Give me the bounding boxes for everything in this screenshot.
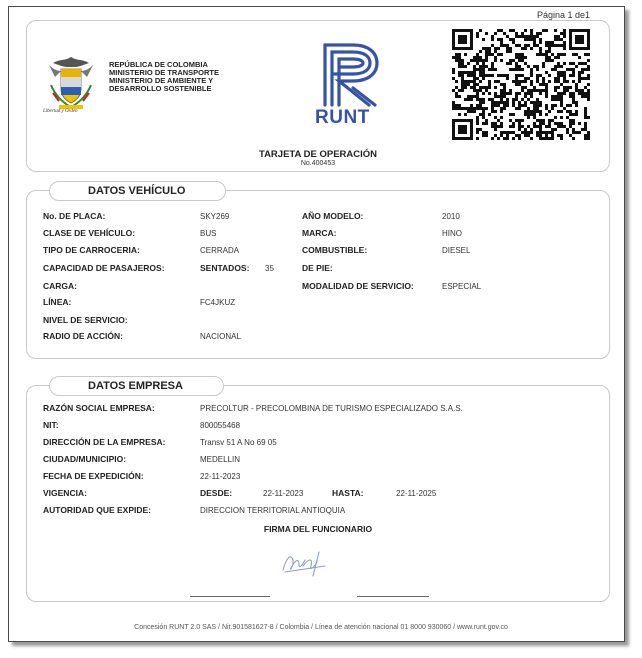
- company-name-label: RAZÓN SOCIAL EMPRESA:: [43, 403, 155, 413]
- authority-label: AUTORIDAD QUE EXPIDE:: [43, 505, 151, 515]
- runt-logo-text: RUNT: [315, 107, 370, 128]
- nit-label: NIT:: [43, 420, 59, 430]
- signature-title: FIRMA DEL FUNCIONARIO: [263, 524, 373, 534]
- valid-to-label: HASTA:: [332, 488, 364, 498]
- ministry-line: MINISTERIO DE TRANSPORTE: [109, 68, 220, 77]
- signature-line: [357, 596, 429, 597]
- valid-from-label: DESDE:: [200, 488, 233, 498]
- vehicle-data-box: [26, 185, 610, 359]
- qr-code-icon: [452, 29, 590, 141]
- plate-value: SKY269: [200, 212, 230, 221]
- city-label: CIUDAD/MUNICIPIO:: [43, 454, 127, 464]
- coat-caption: Libertad y Orden: [43, 109, 78, 114]
- cargo-label: CARGA:: [43, 281, 77, 291]
- valid-to-value: 22-11-2025: [396, 489, 437, 498]
- authority-value: DIRECCION TERRITORIAL ANTIOQUIA: [200, 506, 346, 515]
- service-mode-label: MODALIDAD DE SERVICIO:: [302, 281, 414, 291]
- runt-logo-icon: [317, 39, 387, 111]
- service-level-label: NIVEL DE SERVICIO:: [43, 315, 128, 325]
- class-value: BUS: [200, 229, 217, 238]
- document-number: No.400453: [300, 160, 336, 167]
- seated-value: 35: [265, 264, 274, 273]
- address-label: DIRECCIÓN DE LA EMPRESA:: [43, 437, 166, 447]
- city-value: MEDELLIN: [200, 455, 241, 464]
- model-year-label: AÑO MODELO:: [302, 211, 364, 221]
- fuel-label: COMBUSTIBLE:: [302, 245, 368, 255]
- document-title: TARJETA DE OPERACIÓN: [258, 149, 378, 160]
- vehicle-section-title: DATOS VEHÍCULO: [49, 181, 226, 201]
- company-section-title: DATOS EMPRESA: [49, 376, 224, 396]
- class-label: CLASE DE VEHÍCULO:: [43, 228, 136, 238]
- ministry-line: REPÚBLICA DE COLOMBIA: [109, 60, 208, 69]
- signature-line: [190, 596, 270, 597]
- ministry-line: MINISTERIO DE AMBIENTE Y: [109, 76, 214, 85]
- range-value: NACIONAL: [200, 332, 241, 341]
- page-number: Página 1 de1: [536, 10, 590, 20]
- footer-text: Concesión RUNT 2.0 SAS / Nit.901581627-8 / Colombia / Línea de atención nacional 01 8000 930060 / www.runt.gov.co: [134, 624, 508, 631]
- header-box: [26, 20, 610, 172]
- capacity-label: CAPACIDAD DE PASAJEROS:: [43, 263, 165, 273]
- signature-image: [275, 546, 335, 580]
- service-mode-value: ESPECIAL: [442, 282, 482, 291]
- nit-value: 800055468: [200, 421, 241, 430]
- issue-date-value: 22-11-2023: [200, 472, 241, 481]
- line-value: FC4JKUZ: [200, 298, 236, 307]
- brand-value: HINO: [442, 229, 462, 238]
- range-label: RADIO DE ACCIÓN:: [43, 331, 123, 341]
- ministry-line: DESARROLLO SOSTENIBLE: [109, 84, 212, 93]
- model-year-value: 2010: [442, 212, 460, 221]
- brand-label: MARCA:: [302, 228, 337, 238]
- ministry-block: [109, 61, 219, 93]
- standing-label: DE PIE:: [302, 263, 333, 273]
- plate-label: No. DE PLACA:: [43, 211, 106, 221]
- validity-label: VIGENCIA:: [43, 488, 87, 498]
- body-type-value: CERRADA: [200, 246, 240, 255]
- body-type-label: TIPO DE CARROCERIA:: [43, 245, 140, 255]
- coat-of-arms-icon: [45, 55, 97, 115]
- address-value: Transv 51 A No 69 05: [200, 438, 277, 447]
- company-data-box: [26, 380, 610, 602]
- company-name-value: PRECOLTUR - PRECOLOMBINA DE TURISMO ESPECIALIZADO S.A.S.: [200, 404, 463, 413]
- valid-from-value: 22-11-2023: [263, 489, 304, 498]
- seated-label: SENTADOS:: [200, 263, 250, 273]
- issue-date-label: FECHA DE EXPEDICIÓN:: [43, 471, 144, 481]
- fuel-value: DIESEL: [442, 246, 471, 255]
- line-label: LÍNEA:: [43, 297, 72, 307]
